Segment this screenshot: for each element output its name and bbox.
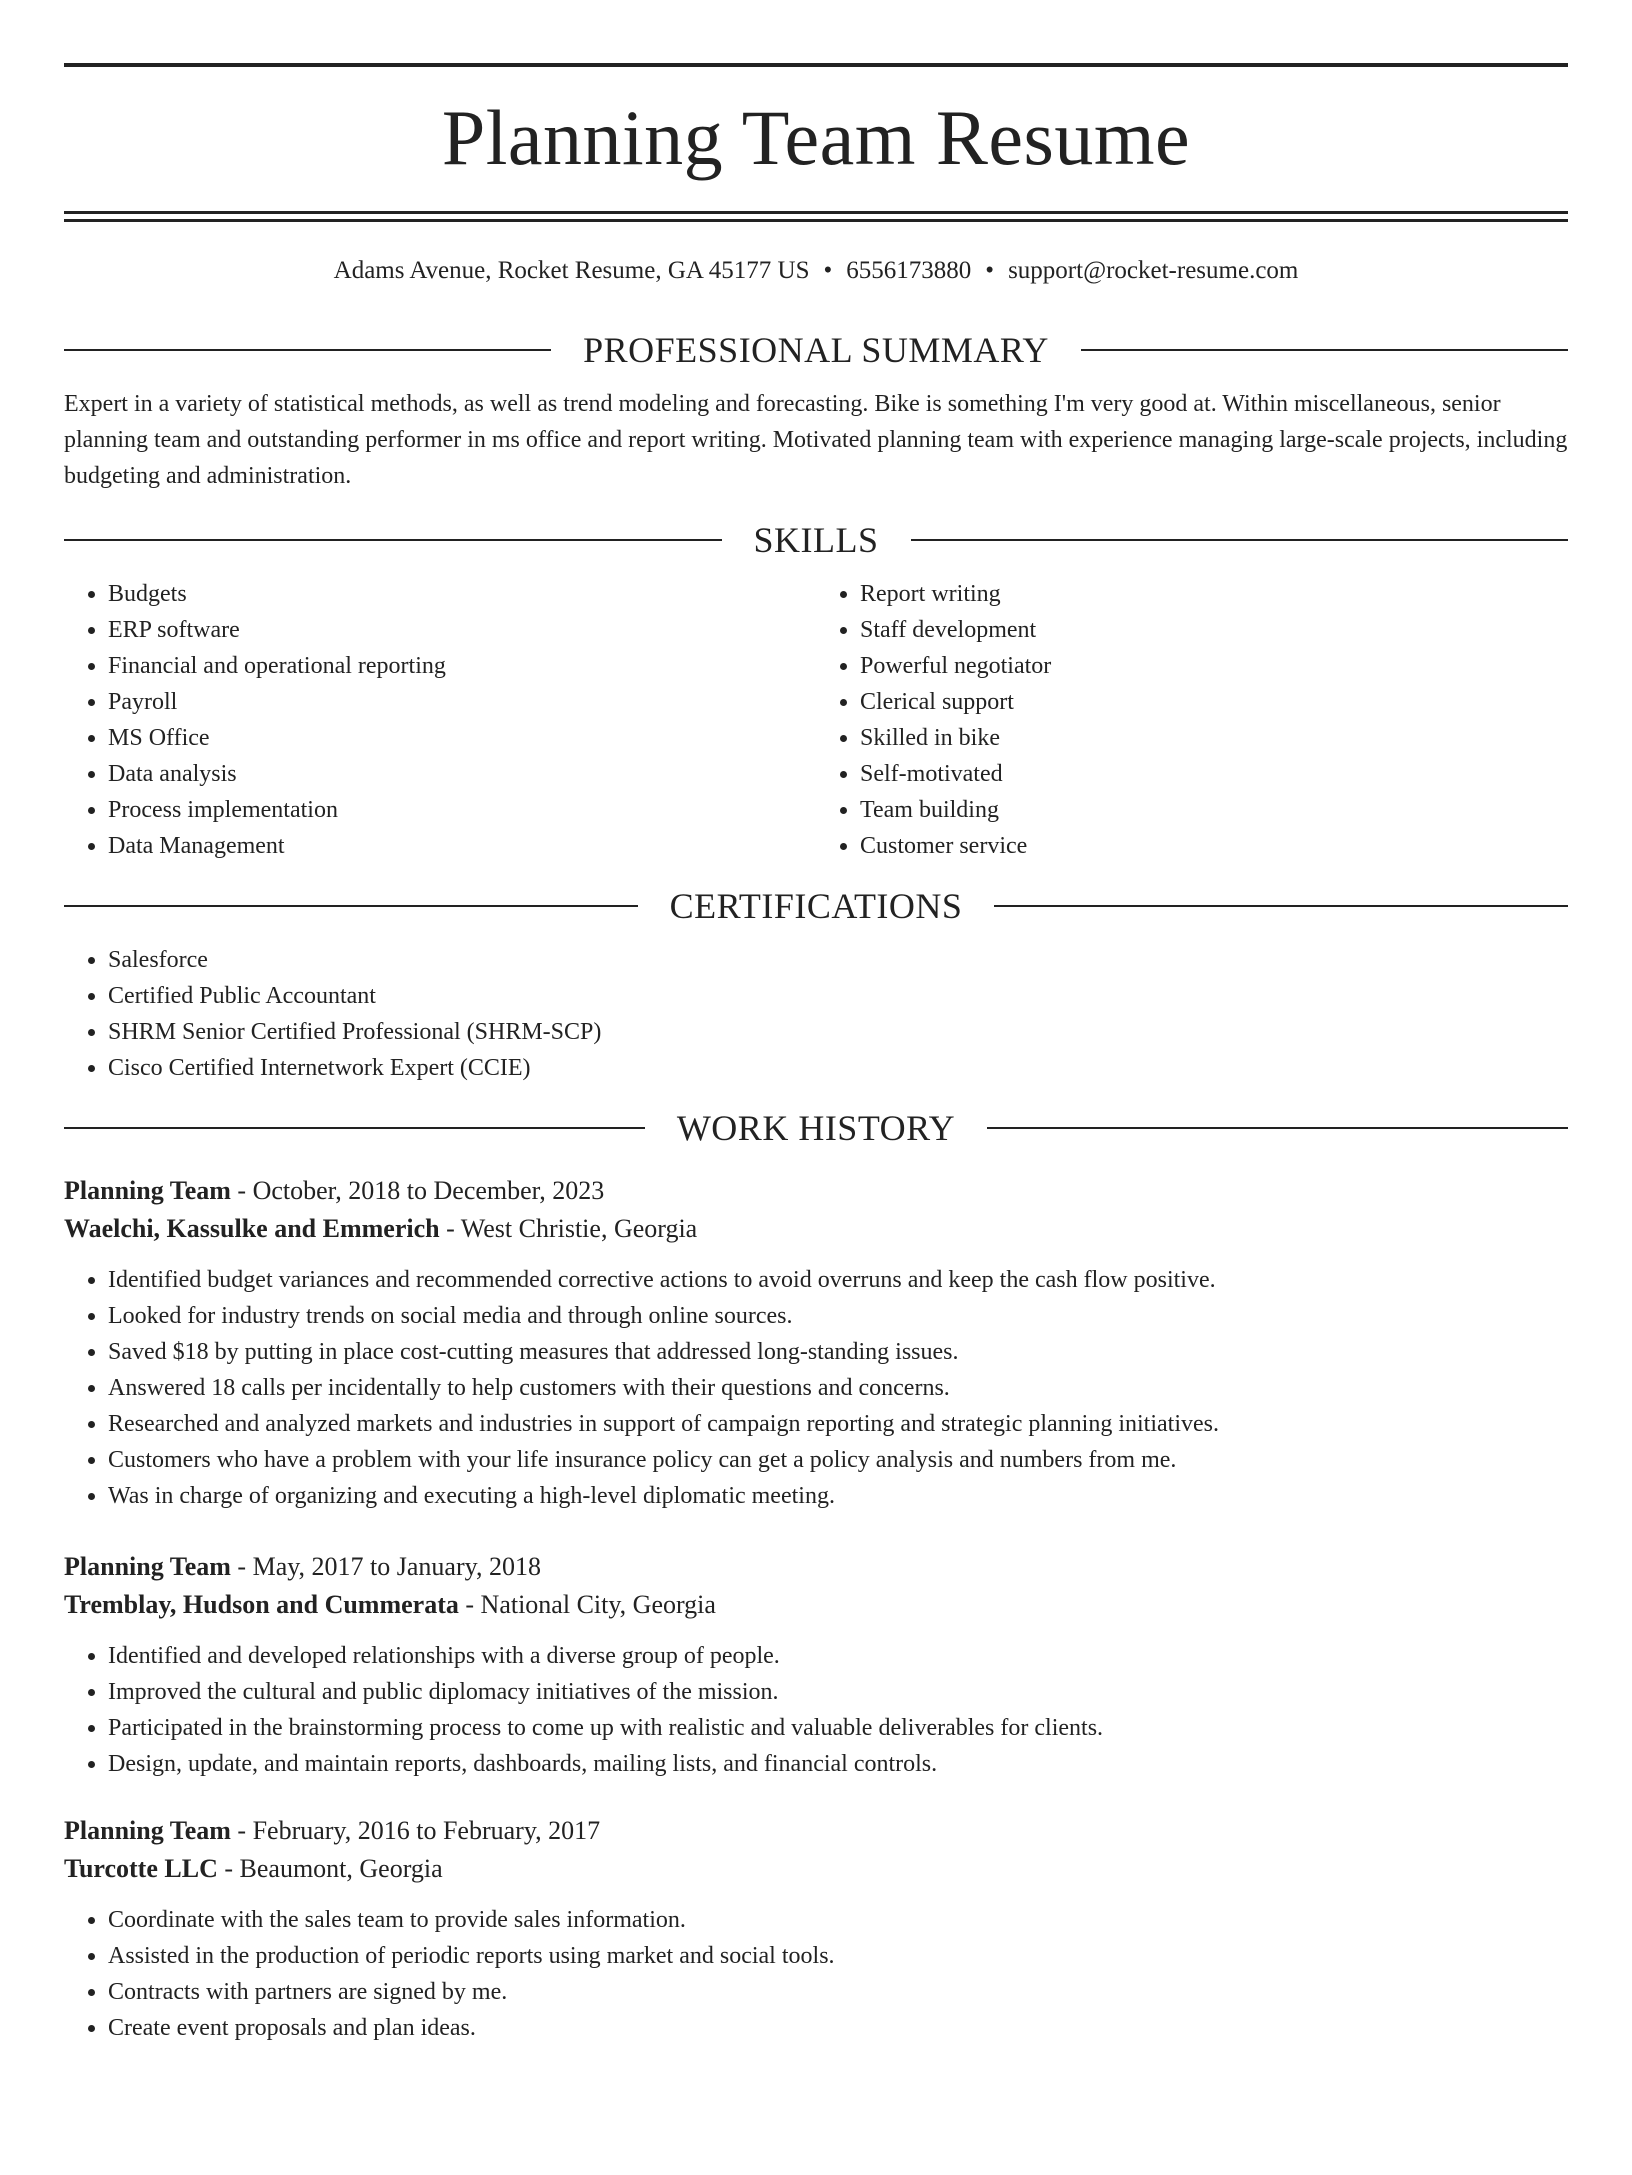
certifications-heading [64, 886, 1568, 926]
heading-rule-right [911, 539, 1569, 541]
job-bullets [64, 1902, 1568, 2046]
job-bullet: • Answered 18 calls per incidentally to help customers with their questions and concerns. [108, 1370, 1568, 1406]
professional-summary-text: Expert in a variety of statistical methods, as well as trend modeling and forecasting. Bike is something I'm very good at. Within miscellaneous, senior planning team and outstanding performer in ms office and report writing. Motivated planning team with experience managing large-scale projects, including budgeting and administration. [64, 391, 1568, 489]
job-bullet: • Assisted in the production of periodic reports using market and social tools. [108, 1938, 1568, 1974]
heading-rule-right [994, 905, 1568, 907]
job-bullet: • Was in charge of organizing and executing a high-level diplomatic meeting. [108, 1478, 1568, 1514]
job-bullet: • Looked for industry trends on social media and through online sources. [108, 1298, 1568, 1334]
skill-item: • ERP software [108, 612, 816, 648]
job-title: Planning Team [64, 1176, 231, 1205]
job-bullets [64, 1638, 1568, 1782]
job-dates: February, 2016 to February, 2017 [252, 1816, 601, 1845]
contact-line [64, 256, 1568, 286]
summary-heading [64, 330, 1568, 370]
certification-item: • Salesforce [108, 942, 1568, 978]
job-title: Planning Team [64, 1552, 231, 1581]
job-title-line: Planning Team - May, 2017 to January, 2018 [64, 1552, 541, 1581]
summary-heading-label: PROFESSIONAL SUMMARY [583, 330, 1049, 370]
skill-item: • Powerful negotiator [860, 648, 1568, 684]
skill-item: • Customer service [860, 828, 1568, 864]
certifications-list [64, 942, 1568, 1086]
skills-list [64, 576, 1568, 864]
job-bullet: • Design, update, and maintain reports, dashboards, mailing lists, and financial controls. [108, 1746, 1568, 1782]
job-entry [64, 1172, 1568, 1514]
skills-heading-label: SKILLS [753, 520, 879, 560]
work-history-heading [64, 1108, 1568, 1148]
skill-item: • MS Office [108, 720, 816, 756]
skill-item: • Staff development [860, 612, 1568, 648]
job-company: Tremblay, Hudson and Cummerata [64, 1590, 459, 1619]
work-history-heading-label: WORK HISTORY [676, 1108, 956, 1148]
contact-address: Adams Avenue, Rocket Resume, GA 45177 US [333, 257, 810, 284]
skill-item: • Financial and operational reporting [108, 648, 816, 684]
heading-rule-left [64, 349, 551, 351]
job-bullets [64, 1262, 1568, 1514]
job-bullet: • Customers who have a problem with your life insurance policy can get a policy analysis and numbers from me. [108, 1442, 1568, 1478]
skill-item: • Skilled in bike [860, 720, 1568, 756]
skill-item: • Self-motivated [860, 756, 1568, 792]
resume-page [0, 63, 1632, 2175]
skill-item: • Budgets [108, 576, 816, 612]
job-entry [64, 1812, 1568, 2046]
heading-rule-left [64, 539, 722, 541]
job-dates: October, 2018 to December, 2023 [252, 1176, 605, 1205]
job-location: West Christie, Georgia [460, 1214, 698, 1243]
title-double-rule [64, 211, 1568, 222]
job-entry [64, 1548, 1568, 1782]
skill-item: • Payroll [108, 684, 816, 720]
heading-rule-left [64, 1127, 645, 1129]
job-location: National City, Georgia [480, 1590, 716, 1619]
contact-phone: 6556173880 [846, 257, 972, 284]
skill-item: • Data Management [108, 828, 816, 864]
contact-email: support@rocket-resume.com [1008, 257, 1299, 284]
job-bullet: • Coordinate with the sales team to provide sales information. [108, 1902, 1568, 1938]
heading-rule-right [1081, 349, 1568, 351]
skill-item: • Data analysis [108, 756, 816, 792]
contact-separator: • [823, 257, 833, 284]
job-company: Waelchi, Kassulke and Emmerich [64, 1214, 440, 1243]
heading-rule-right [987, 1127, 1568, 1129]
skill-item: • Report writing [860, 576, 1568, 612]
job-title-line: Planning Team - February, 2016 to February, 2017 [64, 1816, 601, 1845]
job-bullet: • Create event proposals and plan ideas. [108, 2010, 1568, 2046]
certification-item: • Certified Public Accountant [108, 978, 1568, 1014]
job-bullet: • Identified and developed relationships with a diverse group of people. [108, 1638, 1568, 1674]
job-bullet: • Improved the cultural and public diplomacy initiatives of the mission. [108, 1674, 1568, 1710]
heading-rule-left [64, 905, 638, 907]
certification-item: • SHRM Senior Certified Professional (SHRM-SCP) [108, 1014, 1568, 1050]
job-bullet: • Contracts with partners are signed by me. [108, 1974, 1568, 2010]
job-title-line: Planning Team - October, 2018 to December, 2023 [64, 1176, 605, 1205]
skills-column-right [816, 576, 1568, 864]
certification-item: • Cisco Certified Internetwork Expert (CCIE) [108, 1050, 1568, 1086]
job-bullet: • Identified budget variances and recommended corrective actions to avoid overruns and keep the cash flow positive. [108, 1262, 1568, 1298]
skill-item: • Team building [860, 792, 1568, 828]
job-bullet: • Participated in the brainstorming process to come up with realistic and valuable deliverables for clients. [108, 1710, 1568, 1746]
top-rule [64, 63, 1568, 67]
skills-heading [64, 520, 1568, 560]
job-company-line: Waelchi, Kassulke and Emmerich - West Christie, Georgia [64, 1214, 698, 1243]
job-bullet: • Saved $18 by putting in place cost-cutting measures that addressed long-standing issues. [108, 1334, 1568, 1370]
skills-column-left [64, 576, 816, 864]
job-company-line: Turcotte LLC - Beaumont, Georgia [64, 1854, 443, 1883]
job-location: Beaumont, Georgia [239, 1854, 443, 1883]
resume-title: Planning Team Resume [441, 94, 1191, 181]
job-title: Planning Team [64, 1816, 231, 1845]
contact-separator: • [985, 257, 995, 284]
job-company-line: Tremblay, Hudson and Cummerata - National City, Georgia [64, 1590, 716, 1619]
skill-item: • Process implementation [108, 792, 816, 828]
skill-item: • Clerical support [860, 684, 1568, 720]
certifications-heading-label: CERTIFICATIONS [669, 886, 963, 926]
job-dates: May, 2017 to January, 2018 [252, 1552, 541, 1581]
job-company: Turcotte LLC [64, 1854, 218, 1883]
job-bullet: • Researched and analyzed markets and industries in support of campaign reporting and strategic planning initiatives. [108, 1406, 1568, 1442]
